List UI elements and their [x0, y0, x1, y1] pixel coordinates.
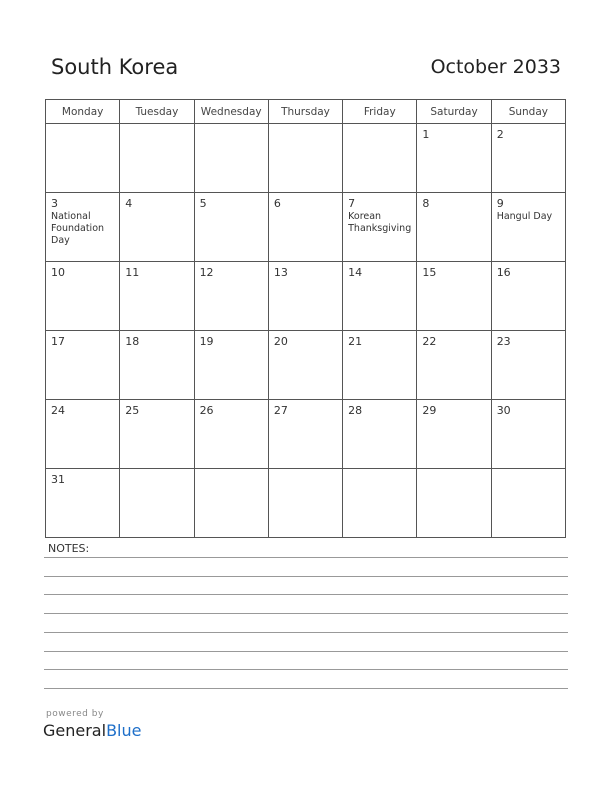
day-cell — [417, 331, 491, 400]
brand-blue: Blue — [106, 721, 142, 740]
day-cell — [491, 124, 565, 193]
weekday-sunday: Sunday — [491, 100, 565, 124]
day-cell — [491, 331, 565, 400]
day-cell — [46, 262, 120, 331]
holiday-label: Hangul Day — [496, 211, 553, 222]
day-number: 17 — [51, 335, 65, 348]
day-cell — [343, 124, 417, 193]
day-cell — [194, 331, 268, 400]
day-number: 1 — [422, 128, 430, 141]
day-cell — [417, 193, 491, 262]
month-year-title: October 2033 — [430, 56, 561, 78]
weekday-friday: Friday — [343, 100, 417, 124]
day-number: 25 — [125, 404, 140, 417]
day-number: 23 — [496, 335, 511, 348]
day-number: 24 — [51, 404, 65, 417]
day-number: 14 — [348, 266, 363, 279]
day-number: 3 — [51, 197, 58, 210]
day-number: 15 — [422, 266, 437, 279]
week-row — [46, 262, 566, 331]
day-number: 20 — [273, 335, 288, 348]
day-cell — [194, 124, 268, 193]
day-cell — [343, 400, 417, 469]
note-line — [44, 669, 568, 670]
day-number: 8 — [422, 197, 430, 210]
day-number: 10 — [51, 266, 65, 279]
calendar-body — [46, 124, 566, 538]
day-cell — [343, 193, 417, 262]
day-cell — [268, 262, 342, 331]
day-cell — [343, 331, 417, 400]
week-row — [46, 469, 566, 538]
day-number: 4 — [125, 197, 133, 210]
day-cell — [120, 193, 194, 262]
day-number: 30 — [496, 404, 511, 417]
week-row — [46, 331, 566, 400]
day-cell — [46, 193, 120, 262]
day-cell — [46, 124, 120, 193]
day-number: 21 — [348, 335, 363, 348]
note-line — [44, 576, 568, 577]
note-line — [44, 688, 568, 689]
day-number: 16 — [496, 266, 511, 279]
day-number: 11 — [125, 266, 140, 279]
note-line — [44, 557, 568, 558]
day-cell — [194, 193, 268, 262]
day-cell — [120, 331, 194, 400]
generalblue-logo — [43, 721, 141, 740]
week-row — [46, 400, 566, 469]
day-cell — [268, 124, 342, 193]
day-number: 22 — [422, 335, 437, 348]
day-cell — [268, 469, 342, 538]
day-number: 9 — [496, 197, 504, 210]
brand-general: General — [43, 721, 107, 740]
day-cell — [417, 400, 491, 469]
country-title: South Korea — [51, 55, 179, 79]
day-cell — [491, 193, 565, 262]
day-cell — [120, 469, 194, 538]
day-cell — [343, 469, 417, 538]
day-number: 7 — [348, 197, 356, 210]
powered-by-text: powered by — [46, 709, 104, 719]
day-number: 5 — [199, 197, 207, 210]
weekday-header-row — [46, 100, 566, 124]
weekday-tuesday: Tuesday — [120, 100, 194, 124]
note-line — [44, 632, 568, 633]
day-cell — [46, 469, 120, 538]
day-number: 18 — [125, 335, 140, 348]
day-cell — [343, 262, 417, 331]
note-line — [44, 594, 568, 595]
day-cell — [417, 124, 491, 193]
day-cell — [268, 400, 342, 469]
note-line — [44, 613, 568, 614]
holiday-label: Korean Thanksgiving — [348, 211, 412, 234]
day-number: 27 — [273, 404, 288, 417]
day-number: 31 — [51, 473, 65, 486]
day-cell — [417, 262, 491, 331]
day-number: 28 — [348, 404, 363, 417]
day-cell — [491, 262, 565, 331]
weekday-monday: Monday — [46, 100, 120, 124]
note-line — [44, 651, 568, 652]
day-cell — [194, 469, 268, 538]
calendar-grid — [45, 99, 566, 538]
week-row — [46, 124, 566, 193]
day-cell — [120, 262, 194, 331]
day-cell — [491, 400, 565, 469]
weekday-thursday: Thursday — [268, 100, 342, 124]
day-cell — [268, 331, 342, 400]
day-cell — [194, 400, 268, 469]
day-cell — [120, 400, 194, 469]
week-row — [46, 193, 566, 262]
day-cell — [46, 400, 120, 469]
day-number: 19 — [199, 335, 214, 348]
weekday-wednesday: Wednesday — [194, 100, 268, 124]
day-cell — [491, 469, 565, 538]
day-number: 12 — [199, 266, 214, 279]
day-number: 13 — [273, 266, 288, 279]
day-number: 29 — [422, 404, 437, 417]
holiday-label: National Foundation Day — [51, 211, 105, 246]
day-cell — [268, 193, 342, 262]
day-cell — [417, 469, 491, 538]
day-cell — [46, 331, 120, 400]
day-number: 2 — [496, 128, 504, 141]
weekday-saturday: Saturday — [417, 100, 491, 124]
day-cell — [120, 124, 194, 193]
day-cell — [194, 262, 268, 331]
day-number: 26 — [199, 404, 214, 417]
notes-label: NOTES: — [48, 542, 90, 555]
day-number: 6 — [273, 197, 281, 210]
